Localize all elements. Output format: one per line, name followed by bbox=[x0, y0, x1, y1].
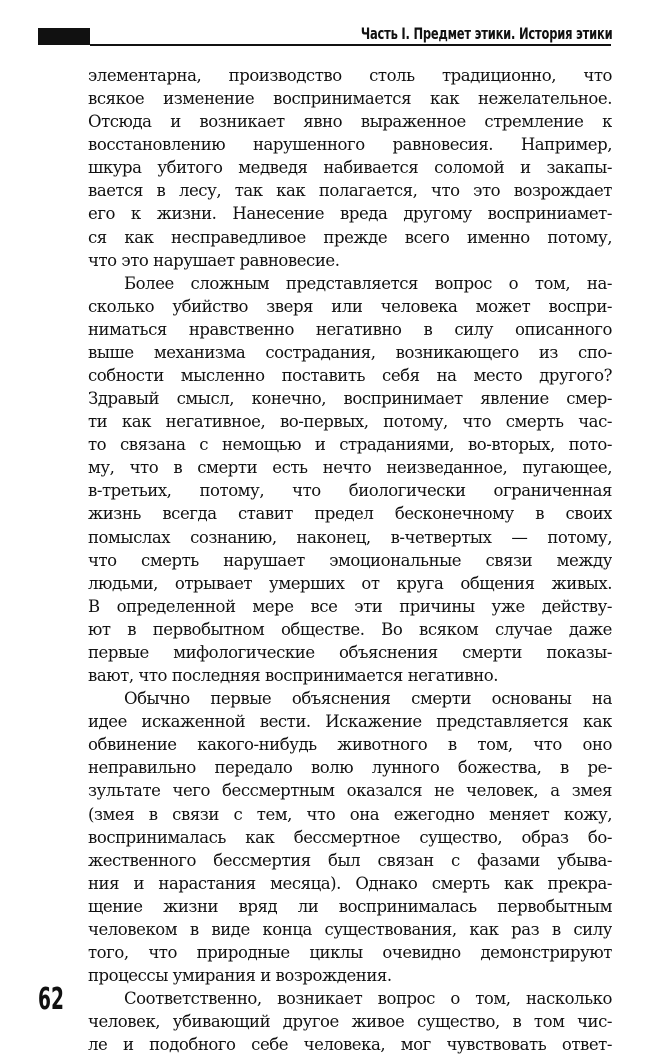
text-line: выше механизма сострадания, возникающего из спо- bbox=[88, 342, 612, 362]
text-line: ти как негативное, во-первых, потому, что смерть час- bbox=[88, 412, 612, 432]
text-line: Более сложным представляется вопрос о том, на- bbox=[124, 273, 612, 293]
text-line: воспринималась как бессмертное существо, образ бо- bbox=[88, 827, 612, 847]
text-line: процессы умирания и возрождения. bbox=[88, 966, 392, 986]
text-line: Обычно первые объяснения смерти основаны на bbox=[124, 689, 612, 709]
text-line: сколько убийство зверя или человека может воспри- bbox=[88, 296, 612, 316]
text-line: людьми, отрывает умерших от круга общения живых. bbox=[88, 573, 612, 593]
text-line: обвинение какого-нибудь животного в том, что оно bbox=[88, 735, 612, 755]
text-line: первые мифологические объяснения смерти показы- bbox=[88, 642, 612, 662]
text-line: жизнь всегда ставит предел бесконечному в своих bbox=[88, 504, 612, 524]
text-line: что это нарушает равновесие. bbox=[88, 250, 340, 270]
page-number: 62 bbox=[38, 982, 64, 1017]
header-bar bbox=[38, 28, 90, 45]
text-line: ют в первобытном обществе. Во всяком случае даже bbox=[88, 619, 612, 639]
text-line: (змея в связи с тем, что она ежегодно меняет кожу, bbox=[88, 804, 612, 824]
text-line: всякое изменение воспринимается как нежелательное. bbox=[88, 89, 612, 109]
text-line: элементарна, производство столь традиционно, что bbox=[88, 66, 612, 85]
text-line: ния и нарастания месяца). Однако смерть как прекра- bbox=[88, 873, 612, 893]
text-line: того, что природные циклы очевидно демонстрируют bbox=[88, 942, 612, 962]
text-line: му, что в смерти есть нечто неизведанное, пугающее, bbox=[88, 458, 612, 478]
text-line: неправильно передало волю лунного божества, в ре- bbox=[88, 758, 612, 778]
text-line: его к жизни. Нанесение вреда другому восприниамет- bbox=[88, 204, 612, 224]
header-rule bbox=[90, 44, 611, 46]
text-line: вается в лесу, так как полагается, что это возрождает bbox=[88, 181, 612, 201]
text-line: щение жизни вряд ли воспринималась первобытным bbox=[88, 896, 612, 916]
text-line: В определенной мере все эти причины уже действу- bbox=[88, 596, 612, 616]
text-line: ниматься нравственно негативно в силу описанного bbox=[88, 319, 612, 339]
text-line: Отсюда и возникает явно выраженное стремление к bbox=[88, 112, 612, 132]
text-line: Соответственно, возникает вопрос о том, насколько bbox=[124, 989, 612, 1009]
text-line: восстановлению нарушенного равновесия. Например, bbox=[88, 135, 612, 155]
text-line: что смерть нарушает эмоциональные связи между bbox=[88, 550, 612, 570]
text-line: зультате чего бессмертным оказался не человек, а змея bbox=[88, 781, 612, 801]
text-line: ся как несправедливое прежде всего именно потому, bbox=[88, 227, 612, 247]
text-line: жественного бессмертия был связан с фазами убыва- bbox=[88, 850, 612, 870]
text-line: то связана с немощью и страданиями, во-вторых, пото- bbox=[88, 435, 612, 455]
text-line: вают, что последняя воспринимается негативно. bbox=[88, 666, 499, 686]
text-line: Здравый смысл, конечно, воспринимает явление смер- bbox=[88, 389, 612, 409]
running-head: Часть I. Предмет этики. История этики bbox=[360, 24, 612, 43]
text-line: человек, убивающий другое живое существо, в том чис- bbox=[88, 1012, 612, 1032]
text-line: в-третьих, потому, что биологически ограниченная bbox=[88, 481, 612, 501]
body-text bbox=[88, 64, 612, 1056]
text-line: ле и подобного себе человека, мог чувствовать ответ- bbox=[88, 1035, 612, 1055]
text-line: идее искаженной вести. Искажение представляется как bbox=[88, 712, 612, 732]
text-line: человеком в виде конца существования, как раз в силу bbox=[88, 919, 612, 939]
text-line: шкура убитого медведя набивается соломой и закапы- bbox=[88, 158, 612, 178]
text-line: помыслах сознанию, наконец, в-четвертых — потому, bbox=[88, 527, 612, 547]
text-line: собности мысленно поставить себя на место другого? bbox=[88, 366, 612, 386]
